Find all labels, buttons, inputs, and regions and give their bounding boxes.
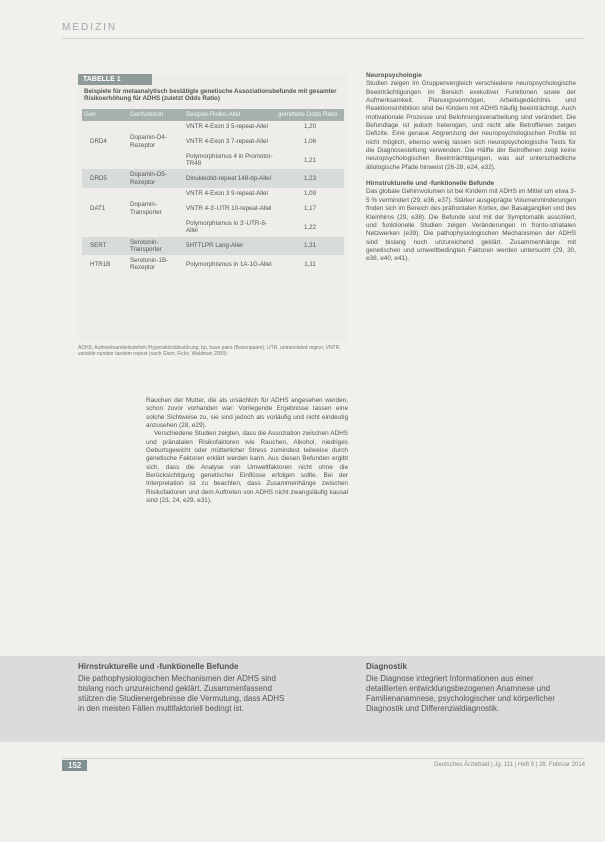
- summary-left-text: Die pathophysiologischen Mechanismen der ADHS sind bislang noch unzureichend geklärt. Zusammenfassend stützen die Studienergebnisse die Vermutung, dass ADHS in den meisten Fällen multifaktoriell bedingt ist.: [78, 674, 285, 713]
- cell-function: Serotonin-Transporter: [128, 237, 184, 256]
- summary-left-heading: Hirnstrukturelle und -funktionelle Befunde: [78, 662, 239, 671]
- body-paragraph: Rauchen der Mutter, die als ursächlich für ADHS angesehen werden, schon zuvor vorhanden war: Vorliegende Ergebnisse lassen eine solche Sichtweise zu, sie sind jedoch als vorläufig und nicht eindeutig anzusehen (28, e29).: [146, 397, 348, 430]
- cell-allele: Dinukleotid-repeat 148-bp-Allel: [184, 169, 276, 188]
- summary-right-text: Die Diagnose integriert Informationen aus einer detaillierten entwicklungsbezogenen Anamnese und Familienanamnese, psychologischer und körperlicher Diagnostik und Differenzialdiagnostik.: [366, 674, 555, 713]
- table-row: [82, 188, 344, 199]
- left-text-column: [146, 397, 348, 505]
- cell-odds-ratio: 1,17: [276, 199, 344, 218]
- cell-allele: Polymorphismus in 1A-1G-Allel: [184, 255, 276, 274]
- table-label: TABELLE 1: [78, 74, 152, 85]
- cell-odds-ratio: 1,06: [276, 132, 344, 151]
- cell-gene: [82, 151, 128, 170]
- cell-odds-ratio: 1,21: [276, 151, 344, 170]
- section-tag: MEDIZIN: [62, 22, 118, 33]
- table-1: [78, 74, 348, 342]
- cell-gene: DRD4: [82, 132, 128, 151]
- cell-gene: DRD5: [82, 169, 128, 188]
- brain-findings-paragraph: Das globale Gehirnvolumen ist bei Kindern mit ADHS im Mittel um etwa 3-5 % vermindert (29, e36, e37). Stärker ausgeprägte Volumenminderungen finden sich im Bereich des präfrontalen Kortex, der Basalganglien und des Kleinhirns (29, e38). Die Befunde sind mit der Symptomatik assoziiert, und funktionelle Studien zeigen Veränderungen in fronto-striatalen Netzwerken (e39). Die pathophysiologischen Mechanismen der ADHS sind bislang noch unzureichend geklärt. Zusammenhänge mit genetischen und umweltbedingten Faktoren werden untersucht (29, 30, e38, e40, e41).: [366, 188, 576, 263]
- cell-gene: SERT: [82, 237, 128, 256]
- cell-allele: 5HTTLPR Lang-Allel: [184, 237, 276, 256]
- gene-association-table: [82, 109, 344, 274]
- cell-odds-ratio: 1,23: [276, 169, 344, 188]
- table-row: [82, 199, 344, 218]
- table-row: [82, 218, 344, 237]
- neuropsychology-paragraph: Studien zeigen im Gruppenvergleich verschiedene neuropsychologische Beeinträchtigungen im Bereich exekutiver Funktionen sowie der Aufmerksamkeit. Planungsvermögen, Arbeitsgedächtnis und Reaktionsinhibition sind bei Kindern mit ADHS häufig beeinträchtigt. Auch motivationale Prozesse und Belohnungsverarbeitung sind verändert. Die Befundlage ist jedoch heterogen, und nicht alle Betroffenen zeigen Defizite. Eine genaue Abgrenzung der neuropsychologischen Profile ist nicht möglich, ebenso wenig lassen sich neuropsychologische Tests für die Diagnosestellung verwenden. Die Hälfte der Betroffenen zeigt keine neuropsychologischen Beeinträchtigungen, was auf unterschiedliche ätiologische Pfade hinweist (26-28, e24, e32).: [366, 80, 576, 171]
- cell-gene: [82, 121, 128, 132]
- table-footnote: ADHS, Aufmerksamkeitsdefizit-/Hyperaktivitätsstörung; bp, base pairs (Basenpaare); UTR, untranslated region; VNTR, variable number tandem repeat (nach Gizer, Ficks, Waldman 2009): [78, 345, 341, 357]
- column-header-odds-ratio: gemittelte Odds Ratio: [276, 109, 344, 121]
- cell-function: [128, 151, 184, 170]
- journal-citation: Deutsches Ärzteblatt | Jg. 111 | Heft 9 | 28. Februar 2014: [434, 762, 585, 768]
- table-row: [82, 151, 344, 170]
- cell-allele: VNTR 4-Exon 3 9-repeat-Allel: [184, 188, 276, 199]
- cell-gene: [82, 218, 128, 237]
- cell-function: Serotonin-1B-Rezeptor: [128, 255, 184, 274]
- column-header-gene: Gen: [82, 109, 128, 121]
- cell-odds-ratio: 1,11: [276, 255, 344, 274]
- table-row: [82, 121, 344, 132]
- cell-allele: VNTR 4-Exon 3 5-repeat-Allel: [184, 121, 276, 132]
- table-header-row: [82, 109, 344, 121]
- brain-findings-heading: Hirnstrukturelle und -funktionelle Befunde: [366, 180, 495, 188]
- cell-gene: DAT1: [82, 199, 128, 218]
- cell-gene: [82, 188, 128, 199]
- table-row: [82, 255, 344, 274]
- column-header-function: Genfunktion: [128, 109, 184, 121]
- cell-gene: HTR1B: [82, 255, 128, 274]
- table-row: [82, 237, 344, 256]
- cell-allele: VNTR 4-Exon 3 7-repeat-Allel: [184, 132, 276, 151]
- body-paragraph: Verschiedene Studien zeigten, dass die Assoziation zwischen ADHS und pränatalen Risikofaktoren wie Rauchen, Alkohol, niedriges Geburtsgewicht oder mütterlicher Stress zumindest teilweise durch genetische Faktoren erklärt werden kann. Aus diesen Befunden ergibt sich, dass die Analyse von Umweltfaktoren nicht ohne die Berücksichtigung genetischer Einflüsse erfolgen sollte. Bei der Interpretation ist zu beachten, dass Zusammenhänge zwischen Risikofaktoren und dem Auftreten von ADHS nicht zwangsläufig kausal sind (23, 24, e29, e31).: [146, 430, 348, 505]
- cell-odds-ratio: 1,09: [276, 188, 344, 199]
- cell-odds-ratio: 1,22: [276, 218, 344, 237]
- summary-right: [366, 662, 576, 714]
- footer-divider: [62, 758, 585, 759]
- summary-right-heading: Diagnostik: [366, 662, 407, 671]
- cell-function: [128, 188, 184, 199]
- table-row: [82, 169, 344, 188]
- neuropsychology-heading: Neuropsychologie: [366, 72, 422, 79]
- cell-function: [128, 218, 184, 237]
- cell-function: [128, 121, 184, 132]
- cell-odds-ratio: 1,31: [276, 237, 344, 256]
- right-text-column: [366, 72, 576, 264]
- cell-odds-ratio: 1,20: [276, 121, 344, 132]
- summary-left: [78, 662, 288, 714]
- cell-function: Dopamin-D4-Rezeptor: [128, 132, 184, 151]
- top-divider: [62, 38, 585, 39]
- table-caption: Beispiele für metaanalytisch bestätigte genetische Assoziationsbefunde mit gesamter Risikoerhöhung für ADHS (zuletzt Odds Ratio): [84, 88, 337, 103]
- page-number: 152: [62, 760, 87, 771]
- cell-function: Dopamin-D5-Rezeptor: [128, 169, 184, 188]
- table-row: [82, 132, 344, 151]
- summary-panel: [0, 656, 605, 742]
- cell-allele: VNTR 4-3'-UTR 10-repeat-Allel: [184, 199, 276, 218]
- cell-allele: Polymorphismus in 3'-UTR-8-Allel: [184, 218, 276, 237]
- cell-allele: Polymorphismus 4 in Promotor-TR48: [184, 151, 276, 170]
- column-header-allele: Beispiel-Risiko-Allel: [184, 109, 276, 121]
- cell-function: Dopamin-Transporter: [128, 199, 184, 218]
